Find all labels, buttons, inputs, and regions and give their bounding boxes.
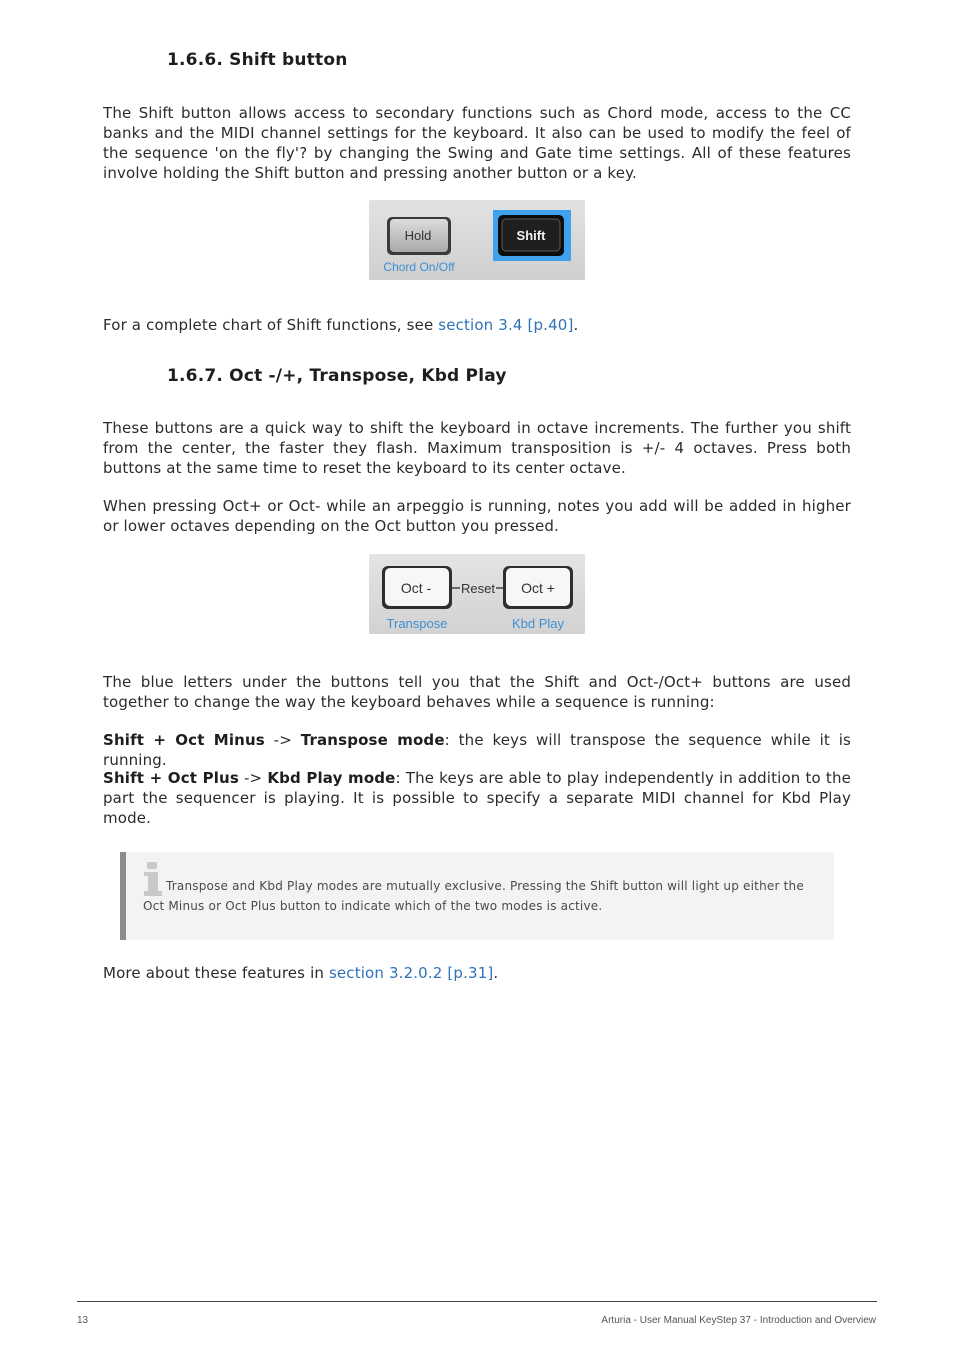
section-heading-oct: 1.6.7. Oct -/+, Transpose, Kbd Play: [167, 366, 507, 386]
more-features-suffix: .: [493, 964, 499, 982]
combo2-mode: Kbd Play mode: [267, 769, 396, 787]
combo1-keys: Shift + Oct Minus: [103, 731, 265, 749]
shift-description: The Shift button allows access to secondary functions such as Chord mode, access to the CC banks and the MIDI channel settings for the keyboard. It also can be used to modify the feel of the sequence 'on the fly'? by changing the Swing and Gate time settings. All of these features involve holding the Shift button and pressing another button or a key.: [103, 104, 851, 182]
shift-hold-figure: [369, 200, 585, 280]
footer-divider: [77, 1301, 877, 1302]
oct-buttons-figure: [369, 554, 585, 634]
shift-chart-text: For a complete chart of Shift functions, see: [103, 316, 439, 334]
oct-plus-label: Oct +: [521, 580, 555, 596]
combo1-desc: : the keys will transpose the sequence while it is running.: [103, 731, 851, 769]
combo1-mode: Transpose mode: [300, 731, 445, 749]
section-3-4-link[interactable]: section 3.4 [p.40]: [438, 316, 574, 334]
hold-label: Hold: [404, 228, 432, 243]
footer-title: Arturia - User Manual KeyStep 37 - Introduction and Overview: [601, 1315, 876, 1326]
reset-label: Reset: [461, 581, 495, 596]
oct-arpeggio-description: When pressing Oct+ or Oct- while an arpeggio is running, notes you add will be added in higher or lower octaves depending on the Oct button you pressed.: [103, 497, 851, 535]
transpose-mode-description: [103, 730, 851, 770]
kbd-play-label: Kbd Play: [511, 616, 565, 631]
chord-onoff-label: Chord On/Off: [383, 260, 455, 274]
oct-description: These buttons are a quick way to shift the keyboard in octave increments. The further you shift from the center, the faster they flash. Maximum transposition is +/- 4 octaves. Press both buttons at the same time to reset the keyboard to its center octave.: [103, 419, 851, 477]
shift-label: Shift: [516, 228, 546, 243]
combo2-desc: : The keys are able to play independently in addition to the part the sequencer is playing. It is possible to specify a separate MIDI channel for Kbd Play mode.: [103, 769, 851, 827]
combo2-arrow: ->: [238, 769, 268, 787]
section-heading-shift: 1.6.6. Shift button: [167, 50, 348, 70]
info-note-box: [120, 852, 834, 940]
shift-chart-suffix: .: [573, 316, 579, 334]
more-features-text: More about these features in: [103, 964, 329, 982]
combo1-arrow: ->: [264, 731, 301, 749]
info-note-text: Transpose and Kbd Play modes are mutually exclusive. Pressing the Shift button will light up either the Oct Minus or Oct Plus button to indicate which of the two modes is active.: [143, 879, 804, 913]
page-number: 13: [77, 1315, 89, 1326]
transpose-label: Transpose: [386, 616, 448, 631]
oct-minus-label: Oct -: [400, 580, 432, 596]
blue-letters-description: The blue letters under the buttons tell you that the Shift and Oct-/Oct+ buttons are used together to change the way the keyboard behaves while a sequence is running:: [103, 673, 851, 711]
more-features-reference: [103, 963, 851, 983]
combo2-keys: Shift + Oct Plus: [103, 769, 239, 787]
kbd-play-mode-description: [103, 768, 851, 828]
shift-chart-reference: [103, 315, 851, 335]
section-3-2-0-2-link[interactable]: section 3.2.0.2 [p.31]: [328, 964, 494, 982]
